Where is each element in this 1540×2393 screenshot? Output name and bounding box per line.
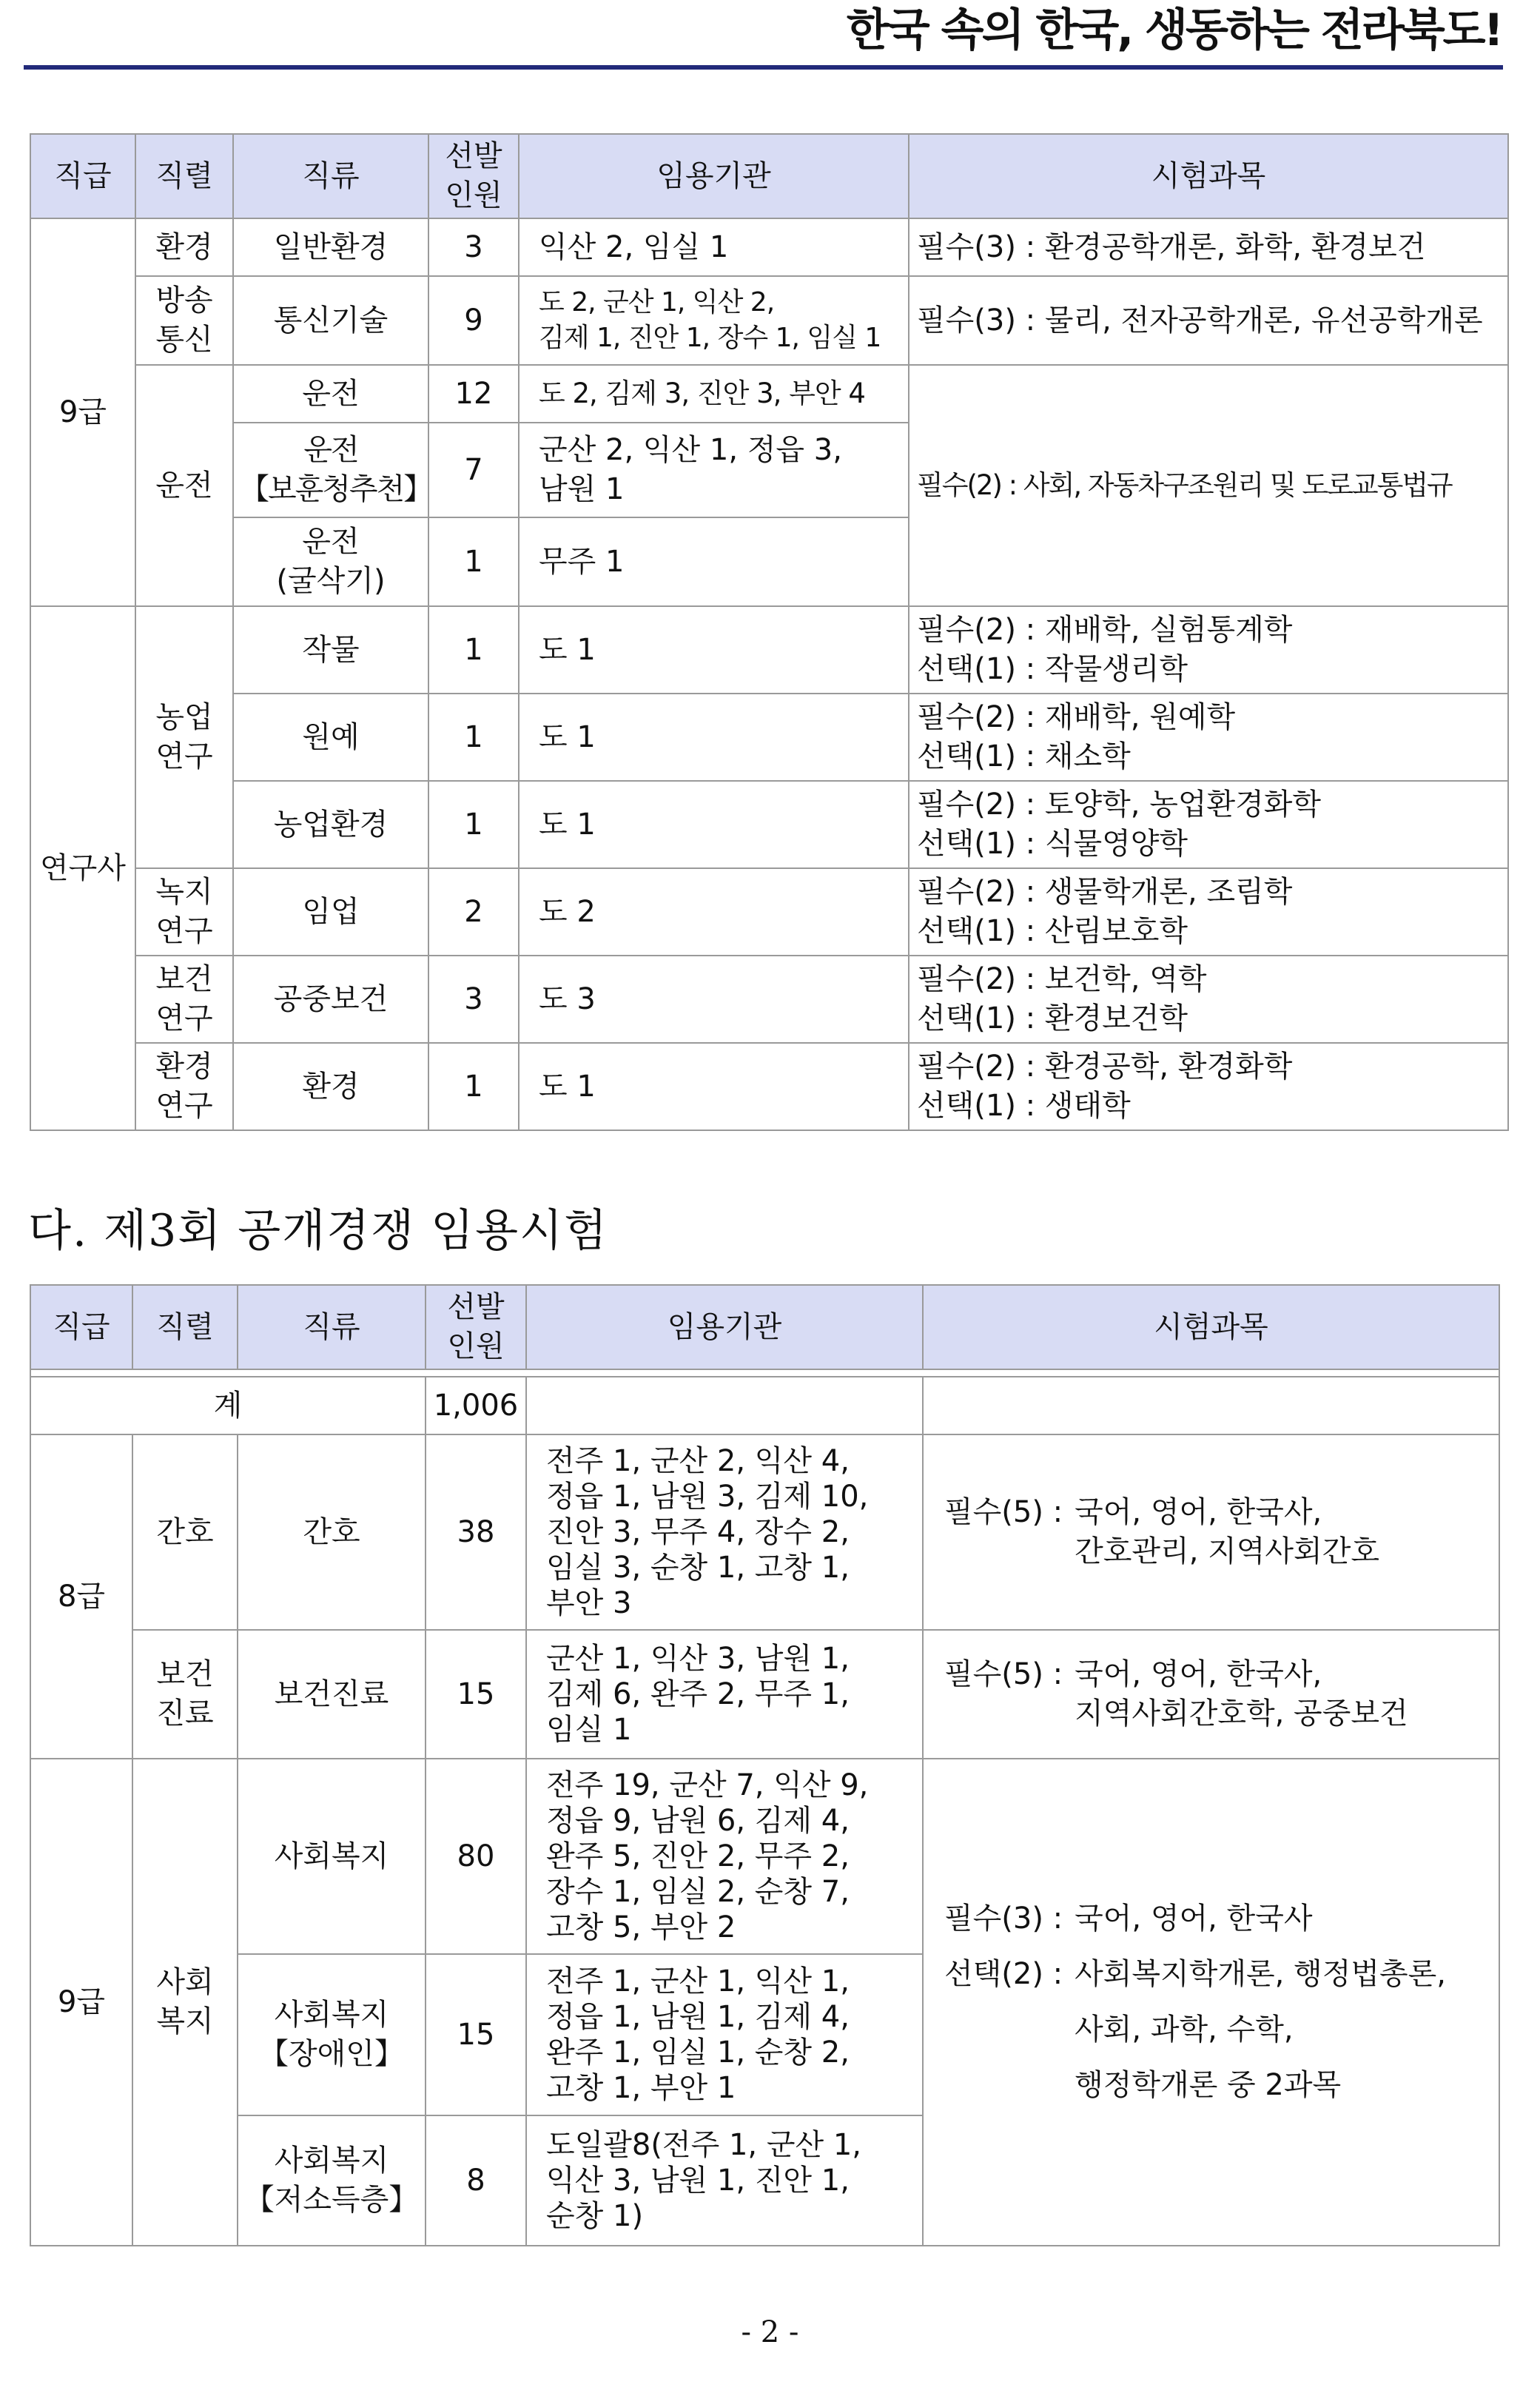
class-cell: 운전 【보훈청추천】 [233,423,428,517]
table-header-row [30,1285,1499,1369]
count-cell: 1 [428,694,519,781]
series-cell: 보건 진료 [132,1630,238,1759]
required-subjects-line-2: 간호관리, 지역사회간호 [1075,1534,1379,1568]
count-cell: 1 [428,1043,519,1130]
class-cell: 농업환경 [233,781,428,868]
document-header-title: 한국 속의 한국, 생동하는 전라북도! [846,4,1502,56]
required-subjects: 국어, 영어, 한국사 [1075,1902,1313,1936]
count-cell: 9 [428,276,519,365]
agency-cell: 도 1 [519,781,909,868]
required-subjects-line-1: 국어, 영어, 한국사, [1075,1495,1322,1530]
table-row [30,365,1508,423]
agency-cell: 도 2, 군산 1, 익산 2, 김제 1, 진안 1, 장수 1, 임실 1 [519,276,909,365]
series-cell: 간호 [132,1434,238,1630]
header-gap-cell [30,1369,1499,1377]
header-count: 선발 인원 [428,134,519,218]
series-cell: 사회 복지 [132,1759,238,2246]
subjects-cell: 필수(3) : 환경공학개론, 화학, 환경보건 [909,218,1508,276]
header-gap-row [30,1369,1499,1377]
agency-cell: 전주 19, 군산 7, 익산 9, 정읍 9, 남원 6, 김제 4, 완주 5, 진안 2, 무주 2, 장수 1, 임실 2, 순창 7, 고창 5, 부안 2 [526,1759,923,1954]
class-cell: 작물 [233,606,428,694]
subjects-cell: 필수(2) : 재배학, 실험통계학 선택(1) : 작물생리학 [909,606,1508,694]
grade-cell: 8급 [30,1434,132,1759]
header-agency: 임용기관 [519,134,909,218]
series-cell: 운전 [135,365,233,606]
agency-cell: 무주 1 [519,517,909,606]
class-cell: 환경 [233,1043,428,1130]
header-rule [24,65,1503,70]
required-subjects-line-1: 국어, 영어, 한국사, [1075,1657,1322,1692]
total-label: 계 [30,1377,426,1434]
header-grade: 직급 [30,134,135,218]
agency-cell: 도 1 [519,606,909,694]
section-title: 다. 제3회 공개경쟁 임용시험 [28,1205,609,1257]
series-cell: 농업 연구 [135,606,233,868]
agency-cell: 도일괄8(전주 1, 군산 1, 익산 3, 남원 1, 진안 1, 순창 1) [526,2115,923,2246]
total-count: 1,006 [426,1377,526,1434]
grade-cell: 9급 [30,218,135,606]
table-row [30,868,1508,956]
agency-cell: 전주 1, 군산 1, 익산 1, 정읍 1, 남원 1, 김제 4, 완주 1, 임실 1, 순창 2, 고창 1, 부안 1 [526,1954,923,2115]
table-row [30,781,1508,868]
class-cell: 사회복지 【저소득층】 [238,2115,426,2246]
agency-cell: 군산 2, 익산 1, 정읍 3, 남원 1 [519,423,909,517]
series-cell: 환경 [135,218,233,276]
header-series: 직렬 [132,1285,238,1369]
subjects-cell: 필수(2) : 토양학, 농업환경화학 선택(1) : 식물영양학 [909,781,1508,868]
count-cell: 2 [428,868,519,956]
count-cell: 3 [428,956,519,1043]
table-row [30,956,1508,1043]
agency-cell: 도 2, 김제 3, 진안 3, 부안 4 [519,365,909,423]
table-row [30,1434,1499,1630]
required-label: 필수(5) : [944,1495,1063,1530]
count-cell: 1 [428,517,519,606]
total-row [30,1377,1499,1434]
agency-cell: 전주 1, 군산 2, 익산 4, 정읍 1, 남원 3, 김제 10, 진안 3, 무주 4, 장수 2, 임실 3, 순창 1, 고창 1, 부안 3 [526,1434,923,1630]
welfare-subjects-grid [944,1899,1493,2104]
table-row [30,694,1508,781]
class-cell: 원예 [233,694,428,781]
table-row [30,1043,1508,1130]
header-subjects: 시험과목 [909,134,1508,218]
class-cell: 공중보건 [233,956,428,1043]
count-cell: 12 [428,365,519,423]
table-row [30,606,1508,694]
series-cell: 환경 연구 [135,1043,233,1130]
selective-subjects-line-1: 사회복지학개론, 행정법총론, [1075,1957,1446,1992]
table-header-row [30,134,1508,218]
header-grade: 직급 [30,1285,132,1369]
subjects-cell: 필수(3) : 물리, 전자공학개론, 유선공학개론 [909,276,1508,365]
header-subjects: 시험과목 [923,1285,1499,1369]
table-row [30,1630,1499,1759]
subjects-cell: 필수(2) : 사회, 자동차구조원리 및 도로교통법규 [909,365,1508,606]
table-row [30,218,1508,276]
agency-cell: 익산 2, 임실 1 [519,218,909,276]
agency-cell: 도 3 [519,956,909,1043]
subjects-grid [944,1655,1493,1734]
selective-label: 선택(2) : [944,1957,1063,1992]
total-agency-empty [526,1377,923,1434]
required-label: 필수(3) : [944,1902,1063,1936]
count-cell: 3 [428,218,519,276]
exam-table-continued [30,133,1509,1131]
class-cell: 사회복지 【장애인】 [238,1954,426,2115]
count-cell: 8 [426,2115,526,2246]
count-cell: 15 [426,1954,526,2115]
subjects-cell: 필수(2) : 보건학, 역학 선택(1) : 환경보건학 [909,956,1508,1043]
header-series: 직렬 [135,134,233,218]
class-cell: 간호 [238,1434,426,1630]
selective-subjects-line-3: 행정학개론 중 2과목 [1075,2067,1342,2102]
class-cell: 통신기술 [233,276,428,365]
table-row [30,276,1508,365]
class-cell: 운전 [233,365,428,423]
agency-cell: 도 1 [519,694,909,781]
selective-subjects-line-2: 사회, 과학, 수학, [1075,2013,1294,2047]
required-label: 필수(5) : [944,1657,1063,1692]
header-agency: 임용기관 [526,1285,923,1369]
class-cell: 일반환경 [233,218,428,276]
exam-table-third-round [30,1284,1500,2246]
series-cell: 보건 연구 [135,956,233,1043]
class-cell: 보건진료 [238,1630,426,1759]
header-class: 직류 [238,1285,426,1369]
count-cell: 15 [426,1630,526,1759]
count-cell: 80 [426,1759,526,1954]
subjects-cell: 필수(2) : 생물학개론, 조림학 선택(1) : 산림보호학 [909,868,1508,956]
header-count: 선발 인원 [426,1285,526,1369]
required-subjects-line-2: 지역사회간호학, 공중보건 [1075,1696,1408,1731]
agency-cell: 도 1 [519,1043,909,1130]
class-cell: 운전 (굴삭기) [233,517,428,606]
subjects-cell [923,1630,1499,1759]
grade-cell: 9급 [30,1759,132,2246]
series-cell: 녹지 연구 [135,868,233,956]
grade-cell: 연구사 [30,606,135,1130]
count-cell: 7 [428,423,519,517]
header-class: 직류 [233,134,428,218]
welfare-subjects-cell [923,1759,1499,2246]
count-cell: 1 [428,781,519,868]
count-cell: 38 [426,1434,526,1630]
agency-cell: 도 2 [519,868,909,956]
total-subjects-empty [923,1377,1499,1434]
class-cell: 사회복지 [238,1759,426,1954]
count-cell: 1 [428,606,519,694]
subjects-cell [923,1434,1499,1630]
subjects-cell: 필수(2) : 환경공학, 환경화학 선택(1) : 생태학 [909,1043,1508,1130]
series-cell: 방송 통신 [135,276,233,365]
agency-cell: 군산 1, 익산 3, 남원 1, 김제 6, 완주 2, 무주 1, 임실 1 [526,1630,923,1759]
subjects-grid [944,1493,1493,1571]
table-row [30,1759,1499,1954]
class-cell: 임업 [233,868,428,956]
subjects-cell: 필수(2) : 재배학, 원예학 선택(1) : 채소학 [909,694,1508,781]
page-number: - 2 - [741,2315,799,2349]
